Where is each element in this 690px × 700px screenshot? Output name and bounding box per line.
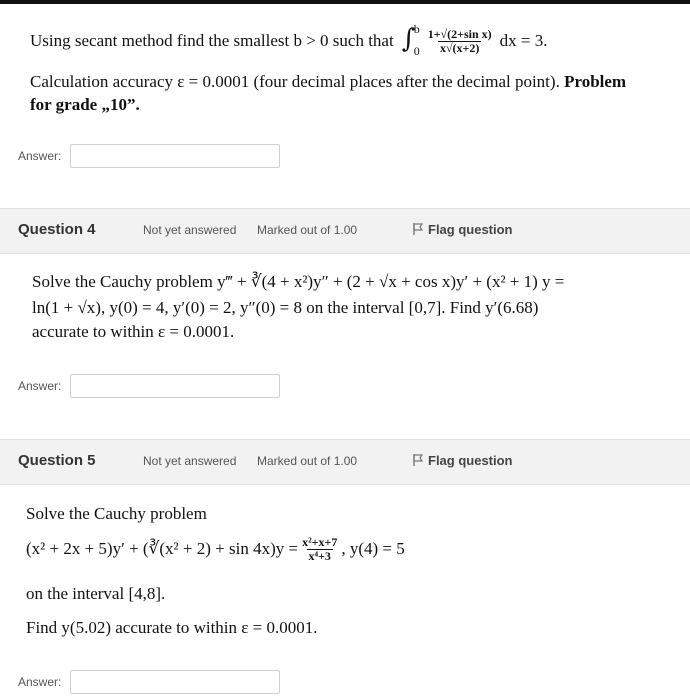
question-4-title: Question 4: [18, 221, 96, 238]
q3-text: Using secant method find the smallest b > 0 such that: [30, 31, 394, 50]
q4-answer-input[interactable]: [70, 374, 280, 398]
q3-problem-bold: Problem: [564, 72, 627, 91]
q4-answer-row: [18, 372, 280, 400]
q5-equation: [26, 532, 405, 566]
q3-answer-input[interactable]: [70, 144, 280, 168]
q3-problem-line2: [30, 72, 626, 92]
question-5-title: Question 5: [18, 452, 96, 469]
q5-equation-left: (x² + 2x + 5)y′ + (∛(x² + 2) + sin 4x)y =: [26, 539, 299, 558]
q4-problem-line3: accurate to within ε = 0.0001.: [32, 322, 235, 341]
integral-tail: dx = 3.: [499, 31, 548, 50]
top-border: [0, 0, 690, 4]
question-5-header: [0, 439, 690, 485]
answer-label: Answer:: [18, 149, 62, 163]
q5-rhs-fraction: [300, 536, 339, 563]
q5-problem-line1: Solve the Cauchy problem: [26, 504, 207, 523]
question-5-status: Not yet answered: [143, 454, 237, 468]
q5-initial-condition: , y(4) = 5: [341, 539, 405, 558]
question-5-flag-label: Flag question: [428, 453, 513, 468]
flag-icon: [412, 222, 424, 236]
question-4-marks: Marked out of 1.00: [257, 223, 358, 237]
flag-icon: [412, 453, 424, 467]
q5-interval-text: on the interval [4,8].: [26, 584, 166, 603]
integral-upper-limit: b: [413, 22, 420, 36]
q5-answer-input[interactable]: [70, 670, 280, 694]
q5-rhs-denominator: x⁴+3: [308, 548, 331, 563]
question-5-marks: Marked out of 1.00: [257, 454, 358, 468]
q3-problem-line1: [30, 22, 548, 58]
answer-label: Answer:: [18, 675, 62, 689]
q3-answer-row: [18, 142, 280, 170]
q5-rhs-numerator: x²+x+7: [302, 534, 338, 549]
q4-problem-line2: ln(1 + √x), y(0) = 4, y′(0) = 2, y″(0) = 8 on the interval [0,7]. Find y′(6.68): [32, 298, 539, 317]
question-4-flag-label: Flag question: [428, 222, 513, 237]
answer-label: Answer:: [18, 379, 62, 393]
question-5-flag-button[interactable]: [412, 453, 513, 468]
integrand-denominator: x√(x+2): [439, 40, 480, 55]
q5-find-text: Find y(5.02) accurate to within ε = 0.0001.: [26, 618, 318, 637]
integral-sign: ∫ b 0: [401, 22, 420, 58]
q3-grade-text: for grade „10”.: [30, 95, 140, 114]
q5-answer-row: [18, 668, 280, 696]
question-4-flag-button[interactable]: [412, 222, 513, 237]
question-4-status: Not yet answered: [143, 223, 237, 237]
integrand-fraction: [426, 28, 494, 55]
question-4-header: [0, 208, 690, 254]
integral-lower-limit: 0: [413, 44, 420, 58]
q4-problem-line1: Solve the Cauchy problem y‴ + ∛(4 + x²)y″ + (2 + √x + cos x)y′ + (x² + 1) y =: [32, 272, 565, 291]
integrand-numerator: 1+√(2+sin x): [427, 26, 492, 41]
q3-accuracy-text: Calculation accuracy ε = 0.0001 (four decimal places after the decimal point).: [30, 72, 560, 91]
